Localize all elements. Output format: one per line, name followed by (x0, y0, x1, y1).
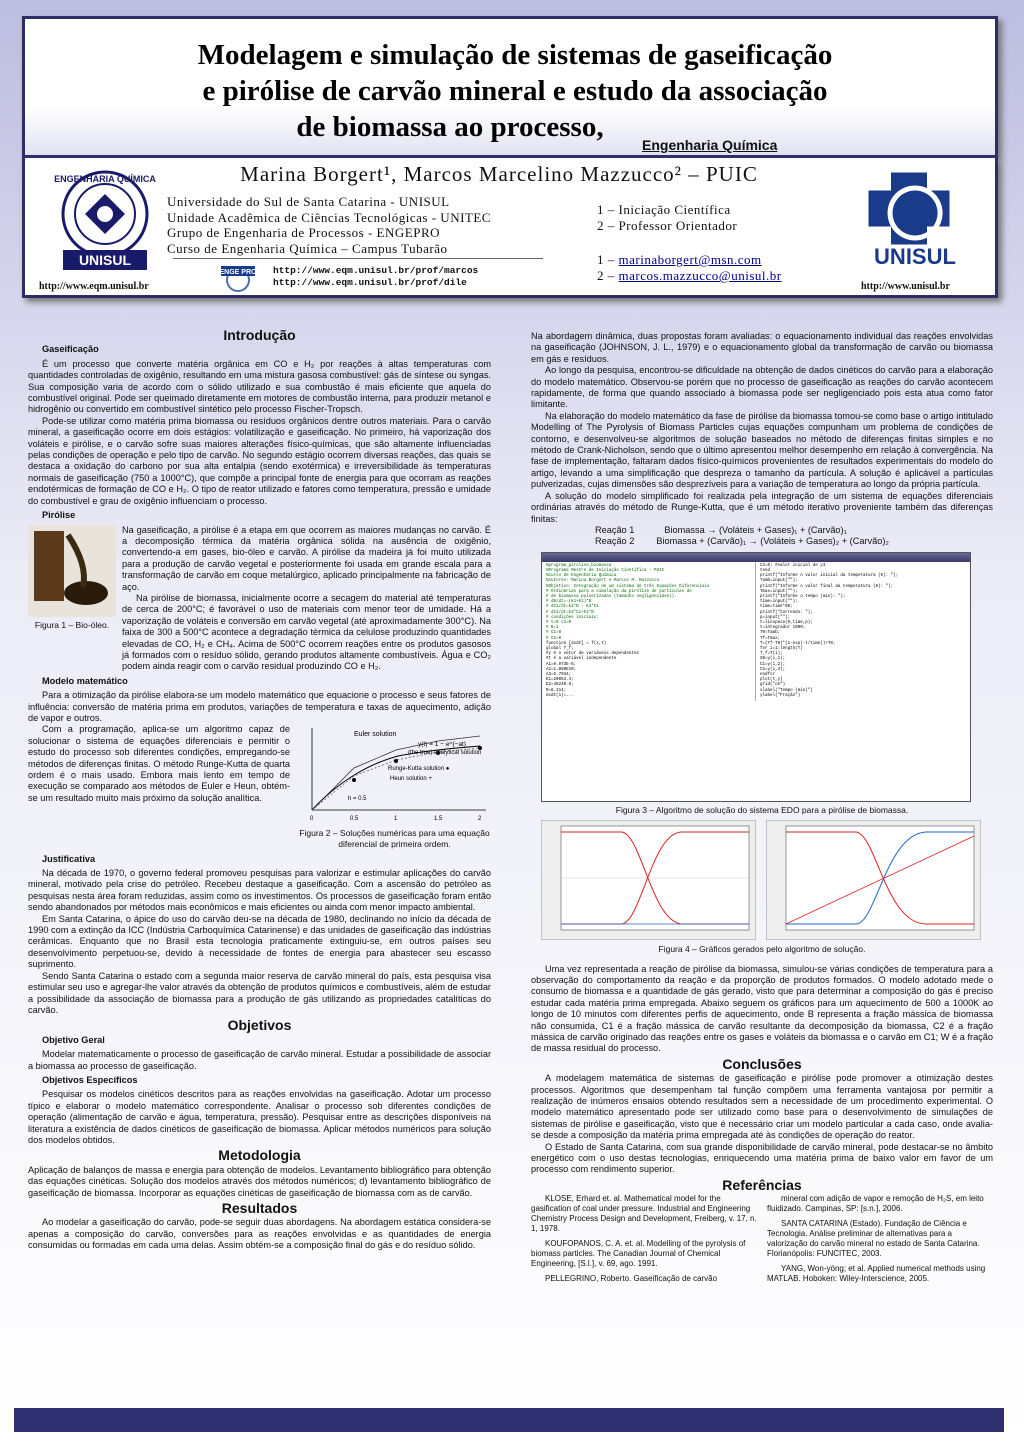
paragraph: Para a otimização da pirólise elabora-se um modelo matemático que equacione o processo e seus fatores de influência: conversão de matéria prima em produtos, variações de temperatura e taxas de aquecimento, adição de vapor e outros. (28, 690, 491, 723)
note-1: 1 – Iniciação Científica (597, 202, 731, 217)
reaction-equation: Biomassa + (Carvão)₁ → (Voláteis + Gases)₂ + (Carvão)₂ (656, 536, 889, 547)
pirolise-text (122, 525, 491, 673)
code-pane-left (542, 562, 756, 701)
subheading-modelo: Modelo matemático (42, 675, 128, 686)
code-line: %Curso de Engenharia Química (546, 574, 617, 579)
code-line: # dB/dt=-(k1+k2)*B (546, 600, 592, 605)
engepro-logo (215, 264, 261, 292)
email-2 (597, 268, 782, 284)
paragraph: A modelagem matemática de sistemas de gaseificação e pirólise pode promover a otimização destes processos. Algoritmos que desempenham tal função compõem uma ferramenta vantajosa por permitir a realização de inúmeros ensaios obtendo resultados sem a necessidade de um procedimento experimental. O modelo matemático apresentado pode ser utilizado como base para o desenvolvimento de simulações de sistemas de pirólise e gaseificação, visto que é necessário criar um modelo particular a cada caso, onde avalia-se desde a composição da matéria prima empregada até às condições de operação do reator. (531, 1073, 993, 1141)
pirolise-block (28, 525, 491, 673)
email-link-1[interactable]: marinaborgert@msn.com (618, 252, 762, 267)
profile-links (273, 265, 478, 289)
code-line: T_f=T(i); (760, 652, 783, 657)
tick-label: 0 (310, 816, 314, 823)
label-heun: Heun solution + (390, 776, 432, 783)
references-col-b (767, 1194, 993, 1289)
logo-left-text: ENGENHARIA QUÍMICA (54, 174, 156, 184)
paragraph: Uma vez representada a reação de pirólise da biomassa, simulou-se várias condições de temperatura para a observação do comportamento da reação e da proporção de produtos formados. O modelo adotado mede o consumo de biomassa e a quantidade de gás gerado, visto que para determinar a composição do gás é preciso estudar cada matéria prima empregada. Abaixo seguem os gráficos para um aquecimento de 500 a 1000K ao longo de 10 minutos com diferentes perfis de aquecimento, onde B representa a fração mássica de biomassa não consumida, C1 é a fração mássica de carvão resultante da decomposição da biomassa, C2 é a fração mássica de carvão originado das reações entre os gases e voláteis da biomassa e o carvão em C1; W é a fração de massa residual do processo. (531, 963, 993, 1054)
label-euler: Euler solution (354, 731, 397, 739)
link-marcos[interactable]: http://www.eqm.unisul.br/prof/marcos (273, 265, 479, 276)
code-line: # de biomassa pulverizadas (tamanho negligenciável). (546, 594, 677, 599)
code-line: plot(t,y) (760, 678, 783, 683)
code-line: printf("Informe o valor inicial da temperatura (K): "); (760, 574, 899, 579)
paragraph: Com a programação, aplica-se um algoritmo capaz de solucionar o sistema de equações diferenciais e permitir o estudo do processo sob diferentes condições, empregando-se métodos de diferenças finitas. O método Runge-Kutta de quarta ordem é o mais usado. Embora mais lento em tempo de execução se comparado aos métodos de Euler e Heun, obtém-se um resultado muito mais próximo da solução analítica. (28, 724, 290, 803)
code-line: # dC2/dt=k3*C1+k2*B (546, 610, 594, 615)
paragraph: Em Santa Catarina, o ápice do uso do carvão deu-se na década de 1980, declinando no início da década de 1990 com a extinção da ICC (Indústria Carboquímica Catarinense) e das unidades de gaseificação das indústrias cerâmicas. Enquanto que no Brasil esta tecnologia praticamente extinguiu-se, em outros países seu desenvolvimento perpetuou-se, devido à necessidade de fontes de energia para abastecer seu escasso suprimento. (28, 913, 491, 970)
code-line: t=integrador 1000; (760, 626, 806, 631)
heading-resultados: Resultados (221, 1200, 298, 1216)
paragraph: Na década de 1970, o governo federal promoveu pesquisas para valorizar e estimular aplicações do carvão mineral, motivado pela crise do petróleo. Recebeu destaque a gaseificação. Com a ascensão do petróleo as pesquisas nesta área foram reduzidas, assim como os investimentos. Os processos de gaseificação foram então sendo abandonados por métodos mais econômicos e mais eficientes ou ainda com menor impacto ambiental. (28, 868, 491, 913)
modelo-block (28, 724, 491, 850)
subheading-objetivos-especificos: Objetivos Específicos (42, 1074, 138, 1085)
code-line: R=8.314; (546, 688, 567, 693)
title-tag: Engenharia Química (642, 137, 778, 153)
code-line: C2=y(i,3); (760, 667, 786, 672)
affil-line: Universidade do Sul de Santa Catarina - UNISUL (167, 194, 450, 209)
code-line: #y é o vetor de variáveis dependentes (546, 652, 639, 657)
paragraph: É um processo que converte matéria orgânica em CO e H₂ por reações à altas temperaturas com quantidades controladas de oxigênio, resultando em uma mistura gasosa combustível: gás de síntese ou syngas. Sua composição varia de acordo com o sólido utilizado e sua combustão é mais eficiente que aquela do combustível original. Pode ser queimado diretamente em motores de combustão interna, para produzir metanol e hidrogênio ou convertido em combustível sintético pelo processo Fischer-Tropsch. (28, 358, 491, 415)
title-line-3: de biomassa ao processo, (296, 111, 604, 143)
link-dile[interactable]: http://www.eqm.unisul.br/prof/dile (273, 277, 467, 288)
label-true: (the true) analytical solution (408, 750, 482, 757)
poster-title (85, 37, 945, 145)
footer-bar (14, 1408, 1004, 1432)
divider (173, 258, 543, 259)
code-line: # C1=0 (546, 631, 562, 636)
code-line: A3=5.7034; (546, 672, 572, 677)
code-line: A1=9.973E-5; (546, 662, 577, 667)
heading-referencias: Referências (722, 1176, 802, 1193)
figure-2 (298, 724, 491, 850)
title-line-1: Modelagem e simulação de sistemas de gaseificação (197, 39, 833, 71)
title-line-2: e pirólise de carvão mineral e estudo da associação (202, 75, 828, 107)
code-line: X0=y(i,1); (760, 657, 786, 662)
code-line: #t é a variável independente (546, 657, 617, 662)
tick-label: 2 (478, 816, 482, 823)
paragraph: A solução do modelo simplificado foi realizada pela integração de um sistema de equações diferenciais ordinárias através do método de Runge-Kutta, que é um método iterativo proveniente também das diferenças finitas: (531, 490, 993, 524)
reaction-2 (531, 536, 993, 547)
code-line: global T_f; (546, 646, 574, 651)
plot-left (541, 820, 756, 940)
code-line: printf("Informe o valor final da temperatura (K): "); (760, 584, 894, 589)
code-line: dxdt(1)=... (546, 693, 574, 698)
paragraph: Modelar matematicamente o processo de gaseificação de carvão mineral. Estudar a possibilidade de associar a biomassa ao processo de gaseificação. (28, 1049, 491, 1071)
reference: YANG, Won-yöng; et al. Applied numerical methods using MATLAB. Hoboken: Wiley-Interscience, 2005. (767, 1264, 986, 1284)
left-column (28, 326, 491, 1252)
email-1 (597, 252, 782, 268)
code-panes (542, 562, 970, 701)
reference: SANTA CATARINA (Estado). Fundação de Ciência e Tecnologia. Análise preliminar de alternativas para a valorização do carvão mineral no estado de Santa Catarina. Florianópolis: FUNCITEC, 2003. (767, 1219, 980, 1259)
figure-3-code (541, 552, 971, 802)
plot-right (766, 820, 981, 940)
affil-line: Unidade Acadêmica de Ciências Tecnológicas - UNITEC (167, 209, 491, 225)
code-line: t=linspace(0,time,p); (760, 620, 813, 625)
heading-metodologia: Metodologia (218, 1147, 301, 1164)
code-line: printf("Informe o tempo (min): "); (760, 594, 846, 599)
paragraph: Ao longo da pesquisa, encontrou-se dificuldade na obtenção de dados cinéticos do carvão para a elaboração do modelo matemático. Observou-se porém que no processo de gaseificação as reações do carvão acontecem rapidamente, de forma que quando associado à biomassa pode ser negligenciado pois esta atua como fator limitante. (531, 365, 993, 410)
reference: mineral com adição de vapor e remoção de H₂S, em leito fluidizado. Campinas, SP: [s.n.], 2006. (767, 1194, 984, 1214)
heading-objetivos: Objetivos (227, 1017, 292, 1034)
email-prefix: 2 – (597, 268, 619, 283)
heading-conclusoes: Conclusões (722, 1055, 802, 1072)
code-line: Tamb=input(""); (760, 579, 798, 584)
references (531, 1194, 993, 1289)
tick-label: 0.5 (350, 816, 359, 823)
code-window-titlebar (542, 553, 970, 562)
paragraph: Na gaseificação, a pirólise é a etapa em que ocorrem as maiores mudanças no carvão. É a decomposição térmica da matéria orgânica sólida na ausência de oxigênio, convertendo-a em gases, bio-óleo e carvão. A pirólise da madeira já foi muito utilizada para a produção de carvão vegetal e posteriormente foi usada em grande escala para a transformação de carvão em coque metalúrgico, aplicado principalmente na fabricação de aço. (122, 524, 491, 592)
tick-label: 1 (394, 816, 398, 823)
authors: Marina Borgert¹, Marcos Marcelino Mazzucco² – PUIC (240, 162, 758, 186)
code-line: %Autores: Marina Borgert e Marcos M. Mazzucco (546, 579, 660, 584)
emails (597, 252, 782, 284)
email-link-2[interactable]: marcos.mazzucco@unisul.br (618, 268, 782, 283)
code-line: printf("Correndo: "); (760, 610, 813, 615)
affil-line: Grupo de Engenharia de Processos - ENGEPRO (167, 225, 441, 240)
numerical-solutions-plot (298, 724, 491, 824)
paragraph: Na abordagem dinâmica, duas propostas foram avaliadas: o equacionamento individual das reações envolvidas na gaseificação (JOHNSON, J. L., 1979) e o equacionamento global da transformação de carvão ou biomassa em gás e resíduos. (531, 331, 993, 364)
reaction-equation: Biomassa → (Voláteis + Gases)₁ + (Carvão)₁ (664, 524, 847, 535)
figure-3-caption: Figura 3 – Algoritmo de solução do sistema EDO para a pirólise de biomassa. (615, 804, 909, 815)
url-right[interactable]: http://www.unisul.br (861, 281, 950, 292)
code-line: # B=1 (546, 626, 559, 631)
references-col-a (531, 1194, 757, 1289)
code-line: endfor (760, 672, 776, 677)
paragraph: Ao modelar a gaseificação do carvão, pode-se seguir duas abordagens. Na abordagem estática considera-se apenas a composição do carvão, conversões para as reações envolvidas e as quantidades de energia consumidas ou formadas em cada uma delas. Assim obtém-se a composição final do gás e do resíduo sólido. (28, 1217, 491, 1251)
paragraph: Na elaboração do modelo matemático da fase de pirólise da biomassa tomou-se como base o artigo intitulado Modelling of The Pyrolysis of Biomass Particles cujas equações compunham um problema de condições de contorno, e desenvolveu-se algoritmos de solução baseados no método de diferenças finitas simples e no método de Crank-Nicholson, sendo que o último apresentou melhor desempenho em relação à convergência. Na fase de implementação, faltaram dados físico-químicos provenientes de resultados experimentais do modelo do artigo, levando a uma simplificação que despreza o tamanho da partícula. A solução é aplicável a partículas pulverizadas, cujas dimensões são desprezíveis para a variação de temperatura ao longo da própria partícula. (531, 410, 993, 490)
code-line: # dC1/dt=k1*B - K3*C1 (546, 605, 599, 610)
code-line: T=(Tf-T0)*(1-exp(-t/time))+T0; (760, 641, 836, 646)
subheading-gaseificacao: Gaseificação (42, 344, 99, 355)
code-line: Tmax=input(""); (760, 589, 798, 594)
code-line: A2=1.068E10; (546, 667, 577, 672)
code-line: function [dxdt] = f(x,t) (546, 641, 607, 646)
code-line: xlabel("Tempo (min)") (760, 688, 813, 693)
logo-left-sub: UNISUL (78, 252, 132, 268)
subheading-justificativa: Justificativa (42, 853, 96, 864)
code-line: # condições iniciais: (546, 615, 599, 620)
reference: KLOSE, Erhard et. al. Mathematical model for the gasification of coal under pressure. Industrial and Engineering Chemistry Process Design and Development, Freiberg, v. 17, n. 1, 1978. (531, 1194, 757, 1234)
email-prefix: 1 – (597, 252, 619, 267)
code-line: # Ordinárias para a simulação da pirólise de partículas de (546, 589, 692, 594)
code-line: E2=48240.9; (546, 683, 574, 688)
logo-right-text: UNISUL (874, 244, 956, 268)
right-column (531, 331, 993, 1289)
paragraph: O Estado de Santa Catarina, com sua grande disponibilidade de carvão mineral, pode destacar-se no âmbito energético com o uso destas tecnologias, enriquecendo uma matéria prima de baixo valor em favor de um processo com rendimento superior. (531, 1141, 993, 1175)
title-banner (22, 16, 998, 158)
code-line: # C2=0 (546, 636, 562, 641)
engenharia-quimica-logo (45, 164, 165, 276)
heading-introducao: Introdução (223, 327, 296, 343)
figure-2-caption: Figura 2 – Soluções numéricas para uma equação diferencial de primeira ordem. (299, 827, 490, 850)
label-eq: y(t) = 1 − e^{−at} (418, 741, 467, 749)
author-header (22, 158, 998, 298)
url-left[interactable]: http://www.eqm.unisul.br (39, 281, 149, 292)
reference: KOUFOPANOS, C. A. et. al. Modelling of the pyrolysis of biomass particles. The Canadian Journal of Chemical Engineering, [S.l.], v. 69, ago. 1991. (531, 1239, 746, 1269)
code-line: grid("on") (760, 683, 786, 688)
code-line: time=time*60; (760, 605, 793, 610)
code-line: %program_pirolise_biomassa (546, 563, 612, 568)
figure-1-caption: Figura 1 – Bio-óleo. (34, 619, 110, 630)
figure-1 (28, 525, 116, 673)
reference: PELLEGRINO, Roberto. Gaseificação de carvão (545, 1274, 718, 1284)
code-line: time=input(""); (760, 600, 798, 605)
figure-4-caption: Figura 4 – Gráficos gerados pelo algoritmo de solução. (658, 944, 866, 955)
code-line: T0=Tamb; (760, 631, 781, 636)
affil-line: Curso de Engenharia Química – Campus Tubarão (167, 240, 448, 256)
affiliations (167, 194, 491, 256)
reaction-label: Reação 1 (595, 524, 635, 535)
code-line: ylabel("Fração") (760, 693, 801, 698)
tick-label: 1.5 (434, 816, 443, 823)
label-h: h = 0.5 (348, 796, 367, 803)
figure-4 (541, 820, 981, 940)
paragraph: Pesquisar os modelos cinéticos descritos para as reações envolvidas na gaseificação. Adotar um processo típico e elaborar o modelo matemático correspondente. Analisar o processo sob diferentes condições de operação (alimentação de carvão e água, temperatura, pressão). Pesquisar entre as descrições disponíveis na literatura a existência de dados cinéticos de gaseificação de biomassa. Aplicar métodos numéricos para solução dos modelos obtidos. (28, 1089, 491, 1145)
paragraph: Aplicação de balanços de massa e energia para obtenção de modelos. Levantamento bibliográfico para obtenção das equações cinéticas. Solução dos modelos através dos métodos numéricos; d) levantamento bibliográfico de gaseificação de biomassa. Incorporar as equações cinéticas de gaseificação de biomassa com as de carvão. (28, 1164, 491, 1198)
unisul-logo (845, 168, 985, 268)
code-line: E1=20054.4; (546, 678, 574, 683)
bio-oleo-image (28, 525, 116, 617)
note-2: 2 – Professor Orientador (597, 218, 738, 233)
code-pane-right (756, 562, 970, 701)
reaction-1 (531, 525, 993, 536)
reaction-label: Reação 2 (595, 536, 635, 547)
paragraph: Pode-se utilizar como matéria prima biomassa ou resíduos orgânicos dentre outros materiais. Para o carvão mineral, a gaseificação ocorre em dois estágios: volatilização e gaseificação. No primeiro, há vaporização dos voláteis e pirólise, e o carvão sofre suas maiores alterações físico-químicas, que são altamente influenciadas pelas condições de operação e pelo tipo de carvão. No segundo estágio ocorrem diversas reações, das quais se destaca a oxidação do carbono por sua alta entalpia (sendo exotérmica) e irreversibilidade às temperaturas normais de gaseificação (750 a 1000°C), que compõe a principal fonte de energia para que ocorram as reações endotérmicas de formação de CO e H₂. O tipo de reator utilizado e fatores como temperatura, pressão e umidade do combustível e grau de oxigênio influenciam o processo. (28, 415, 491, 506)
code-line: %Objetivo: Integração de um sistema de três Equações Diferenciais (546, 584, 710, 589)
label-rk: Runge-Kutta solution ● (388, 766, 450, 773)
code-line: # t=0 c1=0 (546, 620, 572, 625)
code-line: Tf=Tmax; (760, 636, 781, 641)
code-line: C2=0; #valor inicial de y3 (760, 563, 826, 568)
code-line: tend (760, 568, 771, 573)
subheading-pirolise: Pirólise (42, 510, 76, 521)
code-line: p=input(""); (760, 615, 791, 620)
code-line: C1=y(i,2); (760, 662, 786, 667)
paragraph: Sendo Santa Catarina o estado com a segunda maior reserva de carvão mineral do país, esta pesquisa visa estimular seu uso e agregar-lhe valor através da obtenção de produtos químicos e combustíveis, além de estudar a possibilidade da associação de biomassa para a produção de gás utilizando as propriedades catalíticas do carvão. (28, 970, 491, 1015)
code-line: %Programa Mestre de Iniciação Científica - PUIC (546, 568, 665, 573)
paragraph: Na pirólise de biomassa, inicialmente ocorre a secagem do material até temperaturas de cerca de 200°C; é favorável o uso de materiais com menor teor de umidade. Há a vaporização de voláteis e conversão em carvão vegetal (até aproximadamente 300°C). Na faixa de 300 a 500°C acontece a degradação térmica da celulose produzindo quantidades elevadas de CO, H₂ e CH₄. Acima de 500°C ocorrem reações entre os produtos gasosos já formados com o resíduo sólido, gerando produtos altamente combustíveis. Água e CO₂ podem ainda reagir com o carvão residual produzindo CO e H₂. (122, 592, 491, 672)
engepro-text: ENGE PRO (219, 269, 257, 276)
subheading-objetivo-geral: Objetivo Geral (42, 1034, 105, 1045)
footnotes (597, 202, 737, 234)
code-line: for i=1:length(T) (760, 646, 803, 651)
